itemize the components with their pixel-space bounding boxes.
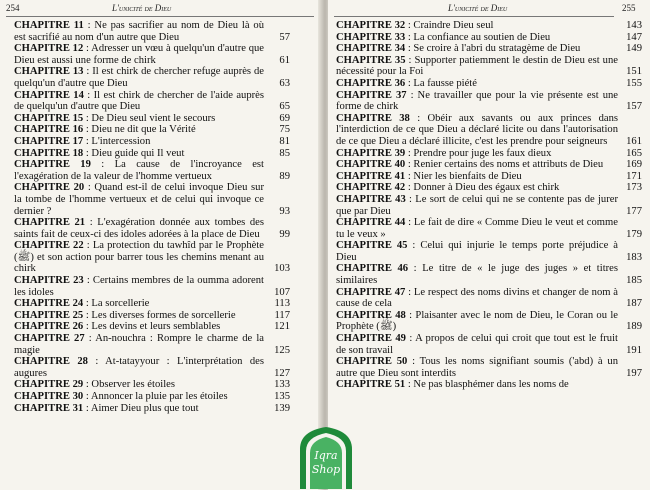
chapter-page-number: 197 xyxy=(626,367,642,379)
chapter-label: CHAPITRE 37 xyxy=(336,89,407,101)
toc-entry xyxy=(336,310,642,333)
chapter-title: : La fausse piété xyxy=(405,77,477,89)
chapter-label: CHAPITRE 29 xyxy=(14,379,84,391)
toc-entry xyxy=(336,379,642,391)
chapter-page-number: 171 xyxy=(626,170,642,182)
toc-entry xyxy=(14,217,290,240)
chapter-page-number: 117 xyxy=(274,309,290,321)
chapter-page-number: 151 xyxy=(626,66,642,78)
chapter-label: CHAPITRE 41 xyxy=(336,170,406,182)
chapter-page-number: 81 xyxy=(279,135,290,147)
toc-entry xyxy=(14,113,290,125)
chapter-page-number: 85 xyxy=(279,147,290,159)
chapter-title: : L'intercession xyxy=(83,135,151,147)
chapter-label: CHAPITRE 19 xyxy=(14,159,91,171)
chapter-page-number: 149 xyxy=(626,43,642,55)
toc-entry xyxy=(336,78,642,90)
toc-entry xyxy=(14,90,290,113)
chapter-title: : Adresser un vœu à quelqu'un d'autre que Dieu est aussi une forme de chirk xyxy=(14,43,264,66)
toc-entry xyxy=(14,66,290,89)
chapter-label: CHAPITRE 50 xyxy=(336,356,408,368)
chapter-title: : Renier certains des noms et attributs de Dieu xyxy=(405,159,604,171)
right-running-title: L'unicité de Dieu xyxy=(448,3,508,13)
toc-entry xyxy=(14,321,290,333)
chapter-title: : Plaisanter avec le nom de Dieu, le Coran ou le Prophète (ﷺ) xyxy=(336,309,618,333)
chapter-title: : An-nouchra : Rompre le charme de la magie xyxy=(14,333,264,356)
chapter-title: : Se croire à l'abri du stratagème de Dieu xyxy=(405,43,581,55)
toc-entry xyxy=(336,333,642,356)
toc-entry xyxy=(336,148,642,160)
chapter-label: CHAPITRE 13 xyxy=(14,66,84,78)
chapter-page-number: 69 xyxy=(279,112,290,124)
chapter-page-number: 191 xyxy=(626,344,642,356)
chapter-label: CHAPITRE 25 xyxy=(14,309,84,321)
chapter-title: : Quand est-il de celui invoque Dieu sur la tombe de l'homme vertueux et de celui qui invoque ce dernier ? xyxy=(14,182,264,217)
chapter-page-number: 187 xyxy=(626,298,642,310)
chapter-title: : Le fait de dire « Comme Dieu le veut et comme tu le veux » xyxy=(336,217,618,240)
chapter-title: : Le respect des noms divins et changer de nom à cause de cela xyxy=(336,286,618,310)
chapter-page-number: 173 xyxy=(626,182,642,194)
chapter-title: : L'exagération donnée aux tombes des saints fait de ceux-ci des idoles adorées à la place de Dieu xyxy=(14,217,264,240)
chapter-page-number: 139 xyxy=(274,402,290,414)
chapter-page-number: 147 xyxy=(626,31,642,43)
chapter-label: CHAPITRE 16 xyxy=(14,124,84,136)
logo-text-line2: Shop xyxy=(311,463,341,476)
right-toc xyxy=(336,20,642,391)
chapter-title: : At-tatayyour : L'interprétation des augures xyxy=(14,356,264,379)
toc-entry xyxy=(336,55,642,78)
chapter-page-number: 57 xyxy=(279,31,290,43)
toc-entry xyxy=(14,379,290,391)
toc-entry xyxy=(336,113,642,148)
chapter-title: : Certains membres de la oumma adorent les idoles xyxy=(14,275,264,298)
chapter-title: : De Dieu seul vient le secours xyxy=(83,112,216,124)
chapter-label: CHAPITRE 40 xyxy=(336,159,406,171)
chapter-page-number: 185 xyxy=(626,275,642,287)
toc-entry xyxy=(336,356,642,379)
chapter-page-number: 179 xyxy=(626,228,642,240)
toc-entry xyxy=(14,136,290,148)
toc-entry xyxy=(14,43,290,66)
chapter-title: : Obéir aux savants ou aux princes dans l'interdiction de ce que Dieu a déclaré licite ou dans l'autorisation de ce que Dieu a déclaré illicite, c'est les prendre pour seigneurs xyxy=(336,112,618,147)
toc-entry xyxy=(14,310,290,322)
toc-entry xyxy=(336,287,642,310)
chapter-label: CHAPITRE 43 xyxy=(336,193,406,205)
chapter-title: : La sorcellerie xyxy=(83,298,150,310)
right-page-number: 255 xyxy=(622,3,636,13)
left-running-title: L'unicité de Dieu xyxy=(112,3,172,13)
chapter-page-number: 63 xyxy=(279,77,290,89)
toc-entry xyxy=(14,298,290,310)
toc-entry xyxy=(336,217,642,240)
chapter-page-number: 61 xyxy=(279,54,290,66)
chapter-title: : Nier les bienfaits de Dieu xyxy=(405,170,522,182)
chapter-page-number: 99 xyxy=(279,228,290,240)
toc-entry xyxy=(336,263,642,286)
chapter-page-number: 155 xyxy=(626,77,642,89)
chapter-title: : Supporter patiemment le destin de Dieu est une nécessité pour la Foi xyxy=(336,54,618,78)
chapter-title: : La protection du tawhîd par le Prophète (ﷺ) et son action pour barrer tous les chemins menant au chirk xyxy=(14,240,264,275)
iqra-shop-logo xyxy=(292,425,360,489)
chapter-label: CHAPITRE 31 xyxy=(14,402,84,414)
chapter-page-number: 133 xyxy=(274,379,290,391)
left-page xyxy=(0,0,322,490)
chapter-label: CHAPITRE 48 xyxy=(336,309,406,321)
chapter-label: CHAPITRE 28 xyxy=(14,356,88,368)
toc-entry xyxy=(14,275,290,298)
chapter-page-number: 183 xyxy=(626,251,642,263)
chapter-title: : Les devins et leurs semblables xyxy=(83,321,221,333)
chapter-label: CHAPITRE 14 xyxy=(14,89,84,101)
chapter-page-number: 65 xyxy=(279,101,290,113)
chapter-label: CHAPITRE 17 xyxy=(14,135,84,147)
chapter-page-number: 121 xyxy=(274,321,290,333)
toc-entry xyxy=(336,32,642,44)
chapter-title: : Ne pas sacrifier au nom de Dieu là où est sacrifié au nom d'un autre que Dieu xyxy=(14,20,265,43)
chapter-title: : Il est chirk de chercher de l'aide auprès de quelqu'un d'autre que Dieu xyxy=(14,89,264,113)
toc-entry xyxy=(14,182,290,217)
chapter-title: : Dieu ne dit que la Vérité xyxy=(83,124,196,136)
chapter-label: CHAPITRE 33 xyxy=(336,31,406,43)
chapter-page-number: 135 xyxy=(274,391,290,402)
toc-entry xyxy=(336,43,642,55)
chapter-page-number: 157 xyxy=(626,101,642,113)
chapter-label: CHAPITRE 32 xyxy=(336,20,406,31)
chapter-label: CHAPITRE 18 xyxy=(14,147,84,159)
chapter-title: : La confiance au soutien de Dieu xyxy=(405,31,551,43)
chapter-page-number: 89 xyxy=(279,170,290,182)
chapter-label: CHAPITRE 23 xyxy=(14,275,84,287)
chapter-label: CHAPITRE 45 xyxy=(336,240,408,252)
chapter-title: : Le sort de celui qui ne se contente pas de jurer que par Dieu xyxy=(336,193,618,217)
chapter-title: : A propos de celui qui croit que tout est le fruit de son travail xyxy=(336,333,618,356)
chapter-title: : Craindre Dieu seul xyxy=(405,20,494,31)
toc-entry xyxy=(336,171,642,183)
chapter-label: CHAPITRE 26 xyxy=(14,321,84,333)
chapter-title: : Il est chirk de chercher refuge auprès de quelqu'un d'autre que Dieu xyxy=(14,66,264,89)
chapter-page-number: 93 xyxy=(279,205,290,217)
chapter-label: CHAPITRE 34 xyxy=(336,43,406,55)
chapter-title: : Les diverses formes de sorcellerie xyxy=(83,309,236,321)
left-toc xyxy=(14,20,290,414)
left-header-rule xyxy=(6,16,314,17)
toc-entry xyxy=(14,148,290,160)
chapter-label: CHAPITRE 27 xyxy=(14,333,85,345)
toc-entry xyxy=(14,20,290,43)
chapter-title: : Annoncer la pluie par les étoiles xyxy=(83,391,228,402)
chapter-label: CHAPITRE 42 xyxy=(336,182,406,194)
chapter-label: CHAPITRE 47 xyxy=(336,286,406,298)
chapter-title: : Donner à Dieu des égaux est chirk xyxy=(405,182,560,194)
chapter-page-number: 189 xyxy=(626,321,642,333)
toc-entry xyxy=(14,159,290,182)
chapter-label: CHAPITRE 12 xyxy=(14,43,84,55)
toc-entry xyxy=(14,391,290,403)
chapter-page-number: 75 xyxy=(279,124,290,136)
chapter-label: CHAPITRE 21 xyxy=(14,217,86,229)
chapter-label: CHAPITRE 36 xyxy=(336,77,406,89)
chapter-label: CHAPITRE 20 xyxy=(14,182,85,194)
chapter-title: : Tous les noms signifiant soumis ('abd) à un autre que Dieu sont interdits xyxy=(336,356,618,379)
chapter-title: : Ne pas blasphémer dans les noms de xyxy=(405,379,569,391)
chapter-page-number: 103 xyxy=(274,263,290,275)
chapter-label: CHAPITRE 38 xyxy=(336,112,410,124)
chapter-title: : La cause de l'incroyance est l'exagération de la valeur de l'homme vertueux xyxy=(14,159,264,182)
toc-entry xyxy=(14,124,290,136)
chapter-label: CHAPITRE 11 xyxy=(14,20,84,31)
chapter-page-number: 127 xyxy=(274,367,290,379)
toc-entry xyxy=(336,194,642,217)
chapter-label: CHAPITRE 49 xyxy=(336,333,406,345)
chapter-page-number: 169 xyxy=(626,159,642,171)
chapter-title: : Prendre pour juge les faux dieux xyxy=(405,147,552,159)
toc-entry xyxy=(14,356,290,379)
right-page xyxy=(328,0,650,490)
chapter-label: CHAPITRE 44 xyxy=(336,217,406,229)
chapter-label: CHAPITRE 35 xyxy=(336,54,406,66)
chapter-label: CHAPITRE 46 xyxy=(336,263,409,275)
right-header-rule xyxy=(334,16,614,17)
chapter-page-number: 165 xyxy=(626,147,642,159)
chapter-title: : Dieu guide qui Il veut xyxy=(83,147,185,159)
chapter-title: : Celui qui injurie le temps porte préjudice à Dieu xyxy=(336,240,618,263)
logo-text-line1: Iqra xyxy=(314,449,338,462)
toc-entry xyxy=(336,20,642,32)
chapter-title: : Ne travailler que pour la vie présente est une forme de chirk xyxy=(336,89,618,113)
chapter-page-number: 125 xyxy=(274,344,290,356)
toc-entry xyxy=(336,90,642,113)
chapter-page-number: 107 xyxy=(274,286,290,298)
chapter-title: : Le titre de « le juge des juges » et titres similaires xyxy=(336,263,618,287)
chapter-page-number: 113 xyxy=(274,298,290,310)
toc-entry xyxy=(336,182,642,194)
chapter-title: : Aimer Dieu plus que tout xyxy=(83,402,199,414)
chapter-label: CHAPITRE 51 xyxy=(336,379,406,391)
chapter-page-number: 161 xyxy=(626,135,642,147)
toc-entry xyxy=(336,240,642,263)
toc-entry xyxy=(14,403,290,415)
chapter-page-number: 177 xyxy=(626,205,642,217)
chapter-label: CHAPITRE 22 xyxy=(14,240,84,252)
chapter-label: CHAPITRE 39 xyxy=(336,147,406,159)
chapter-page-number: 143 xyxy=(626,20,642,31)
chapter-label: CHAPITRE 24 xyxy=(14,298,84,310)
toc-entry xyxy=(14,240,290,275)
chapter-title: : Observer les étoiles xyxy=(83,379,175,391)
left-page-number: 254 xyxy=(6,3,20,13)
chapter-label: CHAPITRE 15 xyxy=(14,112,84,124)
toc-entry xyxy=(14,333,290,356)
toc-entry xyxy=(336,159,642,171)
chapter-label: CHAPITRE 30 xyxy=(14,391,84,402)
